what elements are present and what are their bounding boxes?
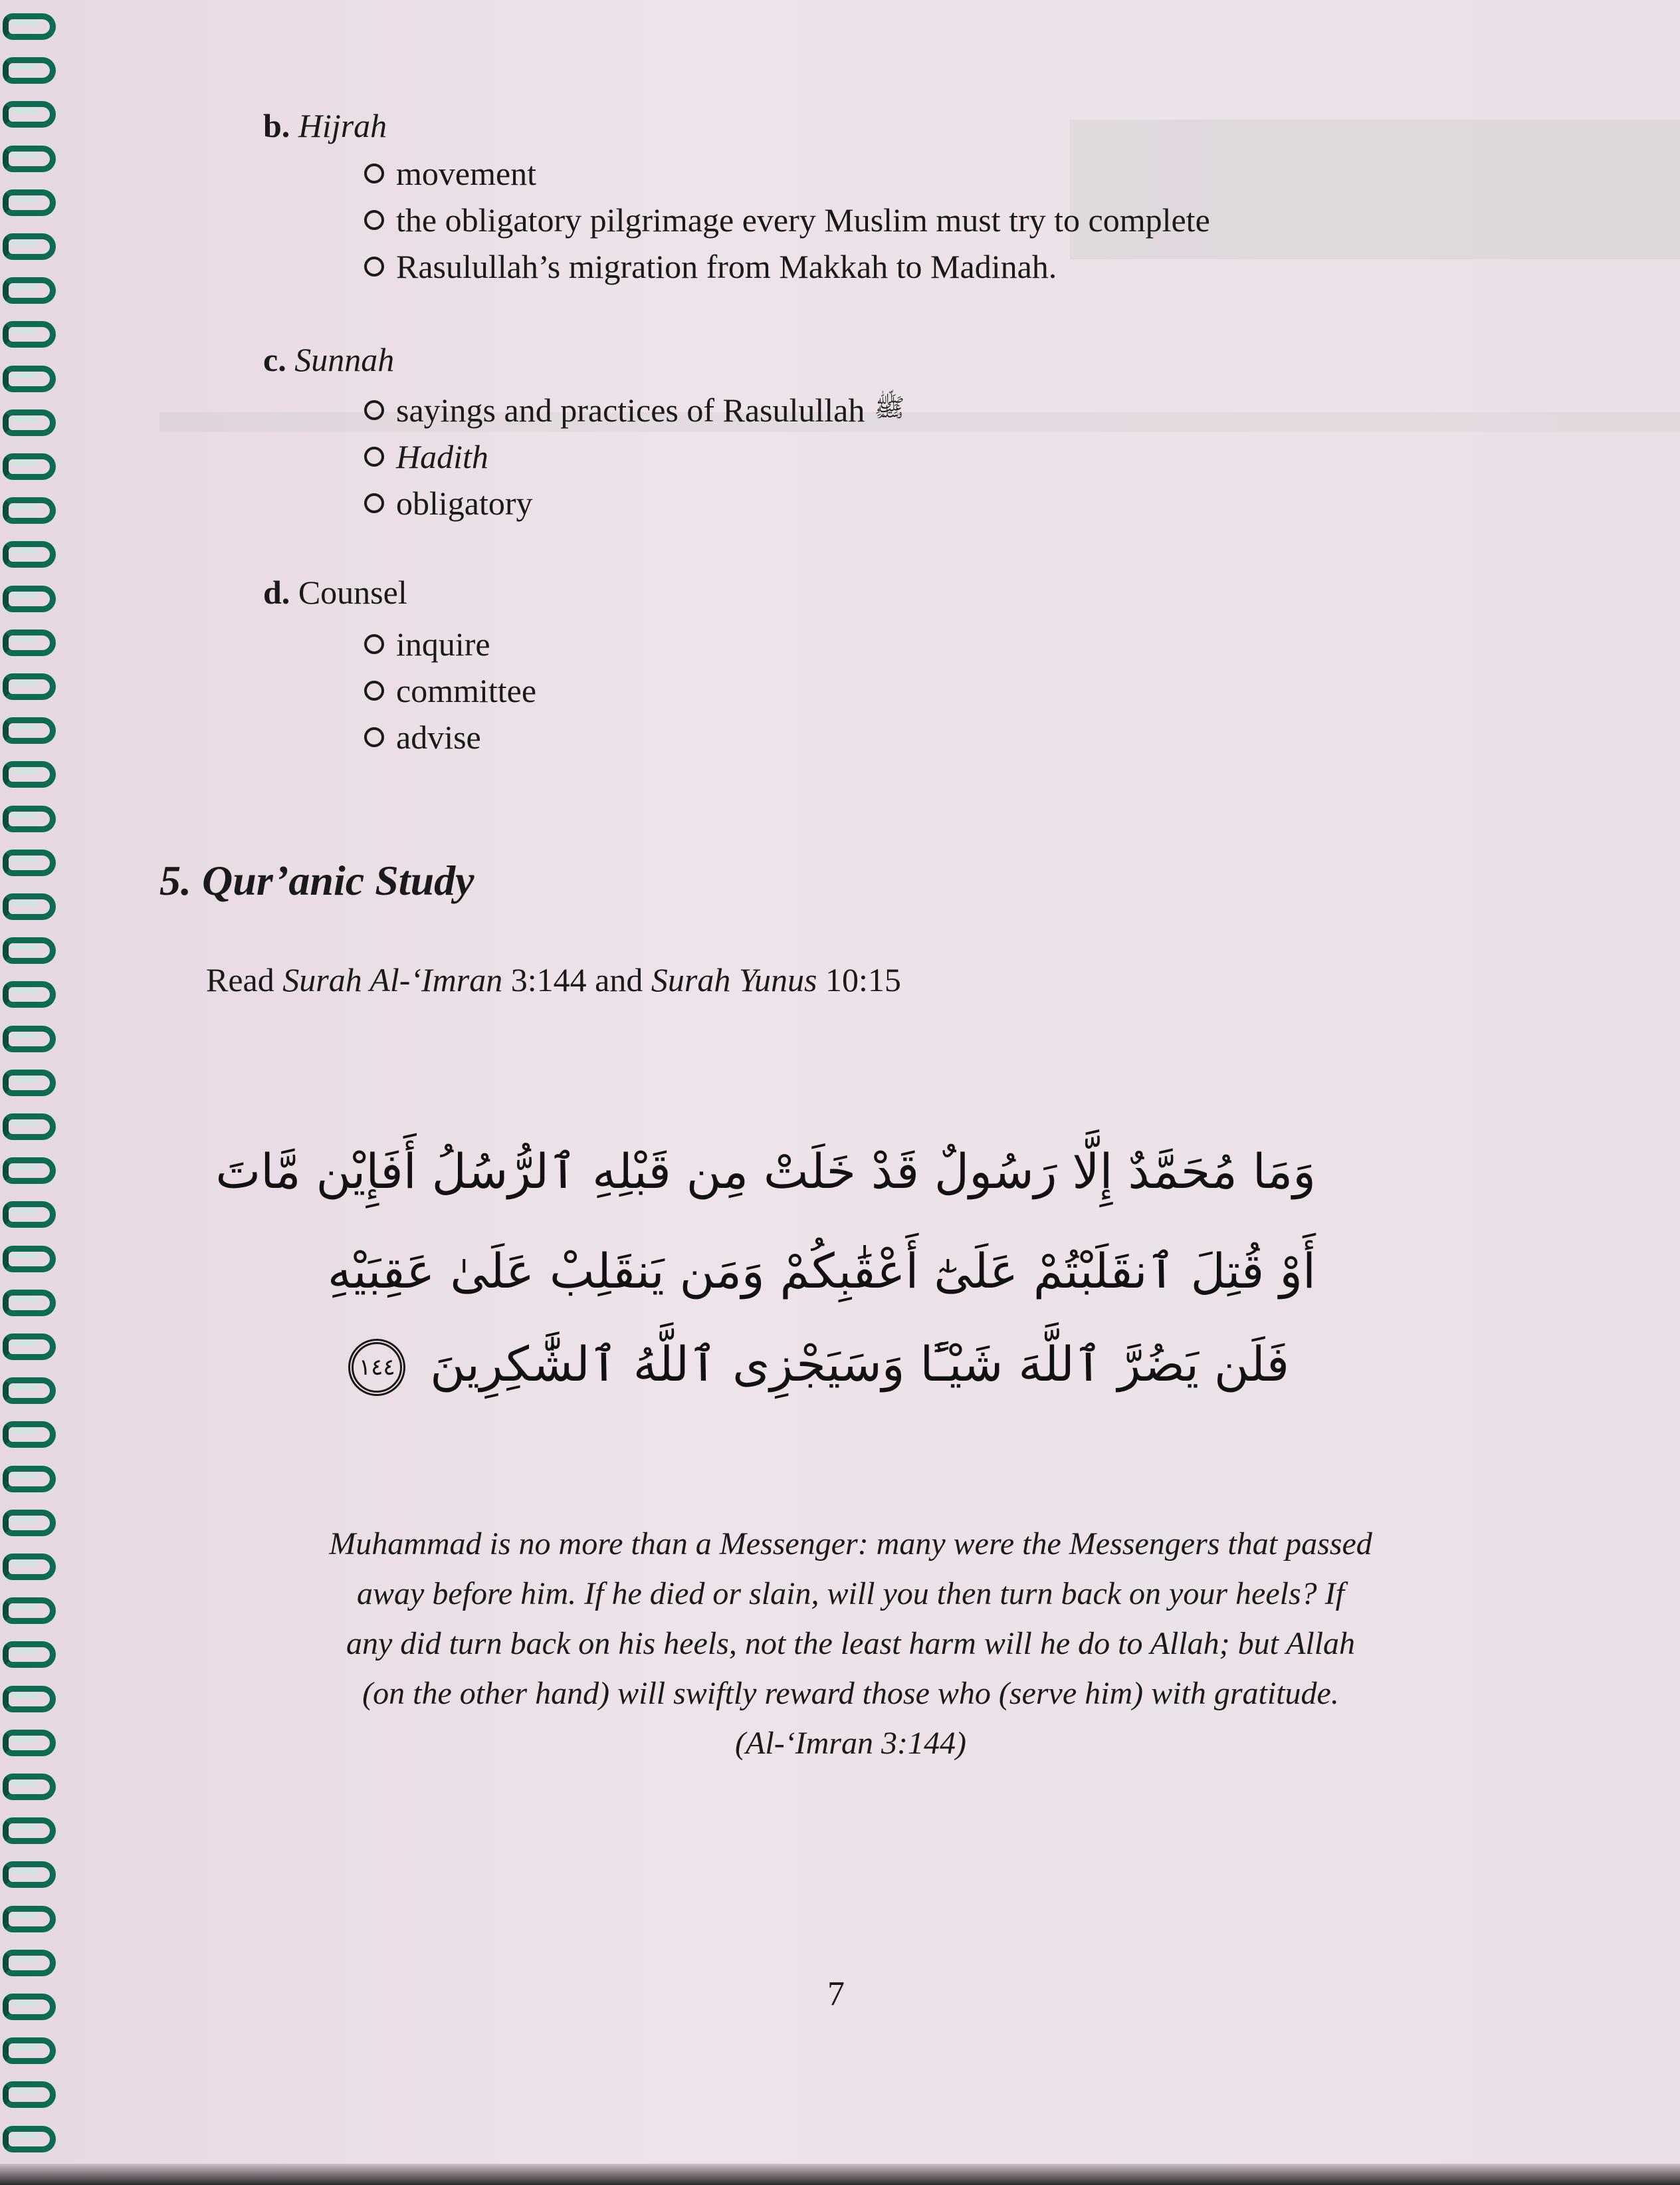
option-label: inquire — [396, 626, 490, 663]
read-prefix: Read — [206, 961, 274, 998]
surah-name: Surah Al-‘Imran — [282, 961, 503, 998]
arabic-verse-text: فَلَن يَضُرَّ ٱللَّهَ شَيْـًٔا وَسَيَجْزِى ٱللَّهُ ٱلشَّٰكِرِينَ — [430, 1336, 1289, 1392]
ayah-number-mark-icon: ١٤٤ — [348, 1339, 405, 1396]
translation-line-3: any did turn back on his heels, not the least harm will he do to Allah; but Allah — [346, 1626, 1356, 1661]
option-label: advise — [396, 719, 481, 756]
spiral-ring-icon — [3, 1774, 56, 1800]
option-movement[interactable] — [364, 154, 536, 193]
spiral-ring-icon — [3, 850, 56, 876]
reading-instruction — [206, 961, 901, 999]
spiral-ring-icon — [3, 1377, 56, 1404]
option-hadith[interactable] — [364, 437, 488, 476]
spiral-ring-icon — [3, 2037, 56, 2064]
option-sayings-practices[interactable] — [364, 391, 904, 429]
option-pilgrimage[interactable] — [364, 201, 1210, 239]
spiral-ring-icon — [3, 586, 56, 612]
option-label: Rasulullah’s migration from Makkah to Madinah. — [396, 248, 1057, 285]
spiral-ring-icon — [3, 2126, 56, 2152]
question-b-label — [263, 106, 387, 145]
translation-line-2: away before him. If he died or slain, will you then turn back on your heels? If — [357, 1576, 1344, 1611]
radio-circle-icon[interactable] — [364, 164, 384, 183]
spiral-ring-icon — [3, 717, 56, 744]
radio-circle-icon[interactable] — [364, 400, 384, 420]
spiral-ring-icon — [3, 366, 56, 392]
spiral-ring-icon — [3, 1113, 56, 1140]
spiral-ring-icon — [3, 57, 56, 84]
conjunction: and — [595, 961, 643, 998]
radio-circle-icon[interactable] — [364, 493, 384, 513]
spiral-ring-icon — [3, 453, 56, 480]
spiral-ring-icon — [3, 1070, 56, 1096]
spiral-ring-icon — [3, 1817, 56, 1844]
option-committee[interactable] — [364, 671, 536, 710]
option-migration[interactable] — [364, 247, 1057, 286]
spiral-ring-icon — [3, 2081, 56, 2108]
surah-name: Surah Yunus — [651, 961, 817, 998]
radio-circle-icon[interactable] — [364, 210, 384, 230]
translation-citation: (Al-‘Imran 3:144) — [735, 1726, 966, 1761]
page-bottom-edge — [0, 2164, 1680, 2185]
question-c-label — [263, 340, 394, 379]
spiral-ring-icon — [3, 13, 56, 40]
option-inquire[interactable] — [364, 625, 490, 663]
spiral-ring-icon — [3, 630, 56, 656]
translation-line-4: (on the other hand) will swiftly reward those who (serve him) with gratitude. — [362, 1676, 1339, 1711]
spiral-ring-icon — [3, 1157, 56, 1184]
spiral-ring-icon — [3, 1510, 56, 1536]
spiral-ring-icon — [3, 1686, 56, 1712]
option-obligatory[interactable] — [364, 484, 533, 522]
surah-reference: 10:15 — [825, 961, 901, 998]
spiral-ring-icon — [3, 1861, 56, 1888]
radio-circle-icon[interactable] — [364, 681, 384, 701]
spiral-ring-icon — [3, 1026, 56, 1052]
section-title: 5. Qur’anic Study — [159, 857, 474, 904]
spiral-binding — [0, 0, 73, 2185]
spiral-ring-icon — [3, 189, 56, 216]
spiral-ring-icon — [3, 1553, 56, 1580]
spiral-ring-icon — [3, 893, 56, 920]
question-letter: c. — [263, 341, 286, 378]
spiral-ring-icon — [3, 1246, 56, 1272]
option-label: sayings and practices of Rasulullah — [396, 392, 865, 429]
question-letter: d. — [263, 574, 290, 611]
option-advise[interactable] — [364, 718, 481, 756]
option-label: the obligatory pilgrimage every Muslim must try to complete — [396, 201, 1210, 239]
radio-circle-icon[interactable] — [364, 447, 384, 467]
spiral-ring-icon — [3, 409, 56, 436]
spiral-ring-icon — [3, 1333, 56, 1360]
honorific-icon: ﷺ — [874, 392, 905, 422]
option-label: movement — [396, 155, 537, 192]
spiral-ring-icon — [3, 1906, 56, 1932]
question-term: Counsel — [298, 574, 407, 611]
spiral-ring-icon — [3, 1466, 56, 1492]
spiral-ring-icon — [3, 321, 56, 348]
arabic-verse-line-3 — [358, 1336, 1289, 1396]
question-term: Hijrah — [298, 107, 387, 144]
radio-circle-icon[interactable] — [364, 634, 384, 654]
spiral-ring-icon — [3, 146, 56, 172]
spiral-ring-icon — [3, 233, 56, 260]
spiral-ring-icon — [3, 937, 56, 964]
radio-circle-icon[interactable] — [364, 727, 384, 747]
spiral-ring-icon — [3, 1950, 56, 1976]
question-d-label — [263, 573, 407, 612]
spiral-ring-icon — [3, 981, 56, 1008]
spiral-ring-icon — [3, 497, 56, 524]
spiral-ring-icon — [3, 1290, 56, 1316]
translation-line-1: Muhammad is no more than a Messenger: many were the Messengers that passed — [329, 1526, 1372, 1561]
spiral-ring-icon — [3, 673, 56, 700]
spiral-ring-icon — [3, 277, 56, 304]
spiral-ring-icon — [3, 1994, 56, 2020]
arabic-verse-line-2: أَوْ قُتِلَ ٱنقَلَبْتُمْ عَلَىٰٓ أَعْقَٰبِكُمْ وَمَن يَنقَلِبْ عَلَىٰ عَقِبَيْهِ — [327, 1243, 1316, 1299]
spiral-ring-icon — [3, 806, 56, 832]
question-term: Sunnah — [294, 341, 395, 378]
spiral-ring-icon — [3, 1421, 56, 1448]
page-number: 7 — [827, 1975, 845, 2013]
surah-reference: 3:144 — [510, 961, 587, 998]
spiral-ring-icon — [3, 761, 56, 788]
option-label: Hadith — [396, 438, 488, 475]
option-label: obligatory — [396, 485, 533, 522]
spiral-ring-icon — [3, 1641, 56, 1668]
spiral-ring-icon — [3, 1730, 56, 1756]
spiral-ring-icon — [3, 1597, 56, 1624]
spiral-ring-icon — [3, 101, 56, 128]
spiral-ring-icon — [3, 541, 56, 568]
question-letter: b. — [263, 107, 290, 144]
option-label: committee — [396, 672, 537, 709]
radio-circle-icon[interactable] — [364, 257, 384, 277]
arabic-verse-line-1: وَمَا مُحَمَّدٌ إِلَّا رَسُولٌ قَدْ خَلَتْ مِن قَبْلِهِ ٱلرُّسُلُ أَفَإِيْن مَّاتَ — [215, 1143, 1316, 1199]
spiral-ring-icon — [3, 1201, 56, 1228]
